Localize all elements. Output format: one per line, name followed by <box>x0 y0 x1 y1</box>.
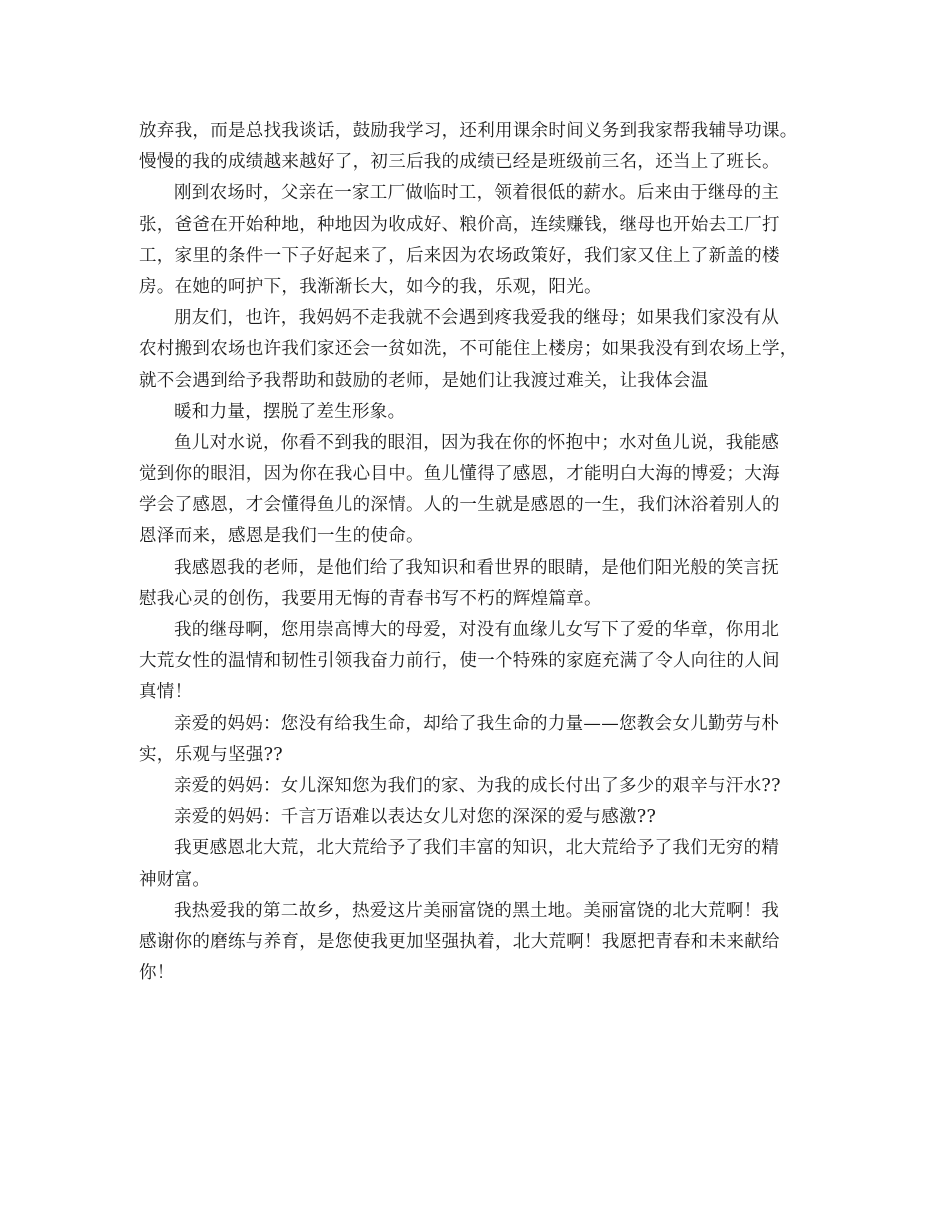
text-line: 我的继母啊，您用崇高博大的母爱，对没有血缘儿女写下了爱的华章，你用北 <box>174 620 780 640</box>
text-line: 慢慢的我的成绩越来越好了，初三后我的成绩已经是班级前三名，还当上了班长。 <box>139 152 780 173</box>
text-line: 农村搬到农场也许我们家还会一贫如洗，不可能住上楼房；如果我没有到农场上学， <box>139 339 798 360</box>
text-line: 实，乐观与坚强?? <box>139 744 283 765</box>
text-line: 真情！ <box>139 682 193 703</box>
text-line: 我热爱我的第二故乡，热爱这片美丽富饶的黑土地。美丽富饶的北大荒啊！我 <box>174 900 780 921</box>
text-line: 亲爱的妈妈：您没有给我生命，却给了我生命的力量——您教会女儿勤劳与朴 <box>174 713 780 734</box>
text-line: 慰我心灵的创伤，我要用无悔的青春书写不朽的辉煌篇章。 <box>139 588 602 609</box>
text-line: 学会了感恩，才会懂得鱼儿的深情。人的一生就是感恩的一生，我们沐浴着别人的 <box>139 495 780 516</box>
document-body <box>139 116 819 989</box>
text-line: 张，爸爸在开始种地，种地因为收成好、粮价高，连续赚钱，继母也开始去工厂打 <box>139 214 780 235</box>
text-line: 大荒女性的温情和韧性引领我奋力前行，使一个特殊的家庭充满了令人向往的人间 <box>139 651 780 672</box>
text-line: 工，家里的条件一下子好起来了，后来因为农场政策好，我们家又住上了新盖的楼 <box>139 245 780 266</box>
text-line: 暖和力量，摆脱了差生形象。 <box>174 401 406 422</box>
text-line: 我更感恩北大荒，北大荒给予了我们丰富的知识，北大荒给予了我们无穷的精 <box>174 838 780 859</box>
text-line: 就不会遇到给予我帮助和鼓励的老师，是她们让我渡过难关，让我体会温 <box>139 370 709 391</box>
text-line: 刚到农场时，父亲在一家工厂做临时工，领着很低的薪水。后来由于继母的主 <box>174 183 780 204</box>
text-line: 亲爱的妈妈：千言万语难以表达女儿对您的深深的爱与感激?? <box>174 807 657 828</box>
text-line: 神财富。 <box>139 869 211 890</box>
text-line: 你！ <box>139 963 175 984</box>
text-line: 鱼儿对水说，你看不到我的眼泪，因为我在你的怀抱中；水对鱼儿说，我能感 <box>174 432 780 453</box>
text-line: 恩泽而来，感恩是我们一生的使命。 <box>139 526 424 547</box>
text-line: 感谢你的磨练与养育，是您使我更加坚强执着，北大荒啊！我愿把青春和未来献给 <box>139 931 780 952</box>
text-line: 朋友们，也许，我妈妈不走我就不会遇到疼我爱我的继母；如果我们家没有从 <box>174 308 780 329</box>
text-line: 房。在她的呵护下，我渐渐长大，如今的我，乐观，阳光。 <box>139 276 602 297</box>
text-line: 我感恩我的老师，是他们给了我知识和看世界的眼睛，是他们阳光般的笑言抚 <box>174 557 780 578</box>
text-line: 放弃我，而是总找我谈话，鼓励我学习，还利用课余时间义务到我家帮我辅导功课。 <box>139 121 798 141</box>
text-line: 亲爱的妈妈：女儿深知您为我们的家、为我的成长付出了多少的艰辛与汗水?? <box>174 775 781 796</box>
text-line: 觉到你的眼泪，因为你在我心目中。鱼儿懂得了感恩，才能明白大海的博爱；大海 <box>139 464 780 485</box>
